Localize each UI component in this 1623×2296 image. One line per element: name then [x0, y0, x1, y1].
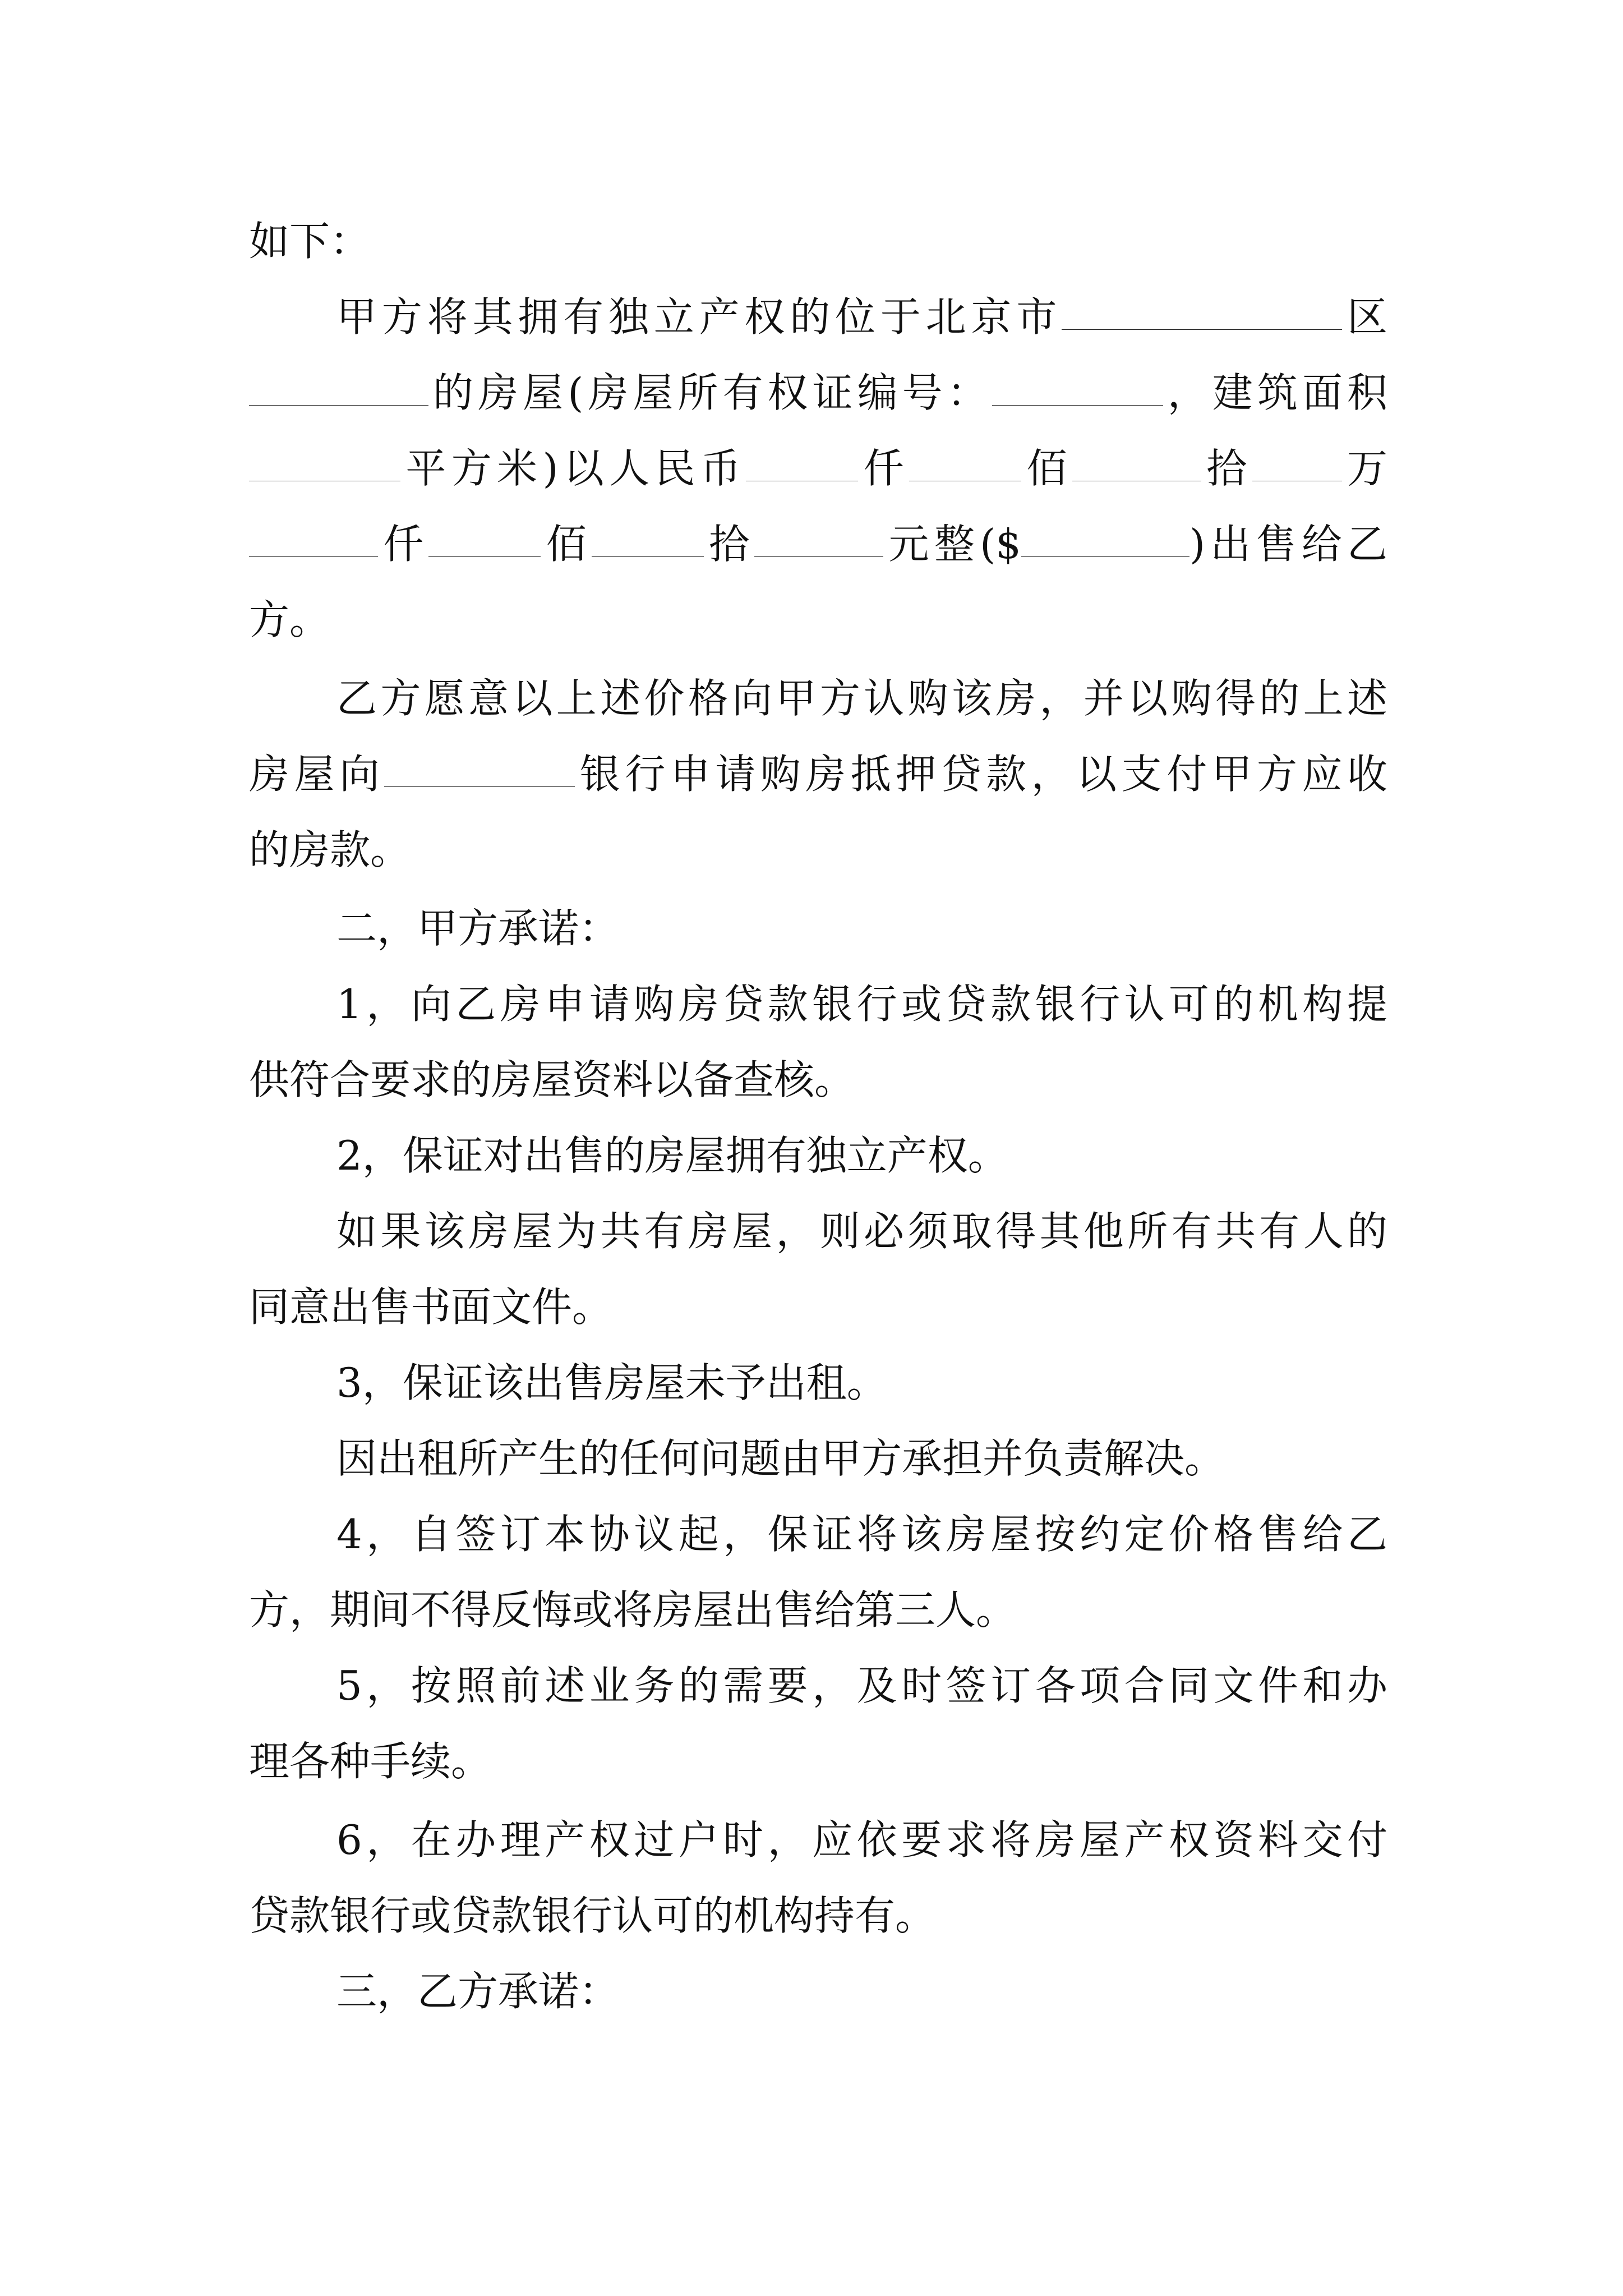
- paragraph-2-line-3: 的房款。: [249, 826, 411, 873]
- paragraph-2-line-1: 乙方愿意以上述价格向甲方认购该房，并以购得的上述: [336, 675, 1387, 722]
- item-6-line-2: 贷款银行或贷款银行认可的机构持有。: [249, 1892, 936, 1939]
- item-2: 2，保证对出售的房屋拥有独立产权。: [336, 1132, 1008, 1179]
- item-1-line-2: 供符合要求的房屋资料以备查核。: [249, 1056, 855, 1103]
- blank-amount-7: [592, 556, 704, 557]
- item-1-line-1: 1，向乙房申请购房贷款银行或贷款银行认可的机构提: [336, 981, 1387, 1028]
- blank-amount-5: [249, 556, 378, 557]
- blank-bank-name: [384, 786, 575, 787]
- item-3: 3，保证该出售房屋未予出租。: [336, 1359, 887, 1406]
- blank-location: [249, 405, 428, 406]
- item-6-line-1: 6，在办理产权过户时，应依要求将房屋产权资料交付: [336, 1816, 1387, 1864]
- blank-amount-6: [428, 556, 541, 557]
- paragraph-1-line-5: 方。: [249, 596, 330, 643]
- item-4-line-1: 4，自签订本协议起，保证将该房屋按约定价格售给乙: [336, 1511, 1387, 1558]
- blank-district: [1062, 329, 1342, 330]
- paragraph-2-line-2: 房屋向 银行申请购房抵押贷款，以支付甲方应收: [249, 751, 1387, 798]
- section-2-heading: 二，甲方承诺：: [336, 905, 620, 952]
- paragraph-1-line-1: 甲方将其拥有独立产权的位于北京市 区: [336, 293, 1387, 341]
- item-3b: 因出租所产生的任何问题由甲方承担并负责解决。: [336, 1435, 1225, 1482]
- paragraph-intro: 如下：: [249, 218, 371, 265]
- paragraph-1-line-2: 的房屋(房屋所有权证编号： ，建筑面积: [249, 362, 1387, 424]
- item-2b-line-1: 如果该房屋为共有房屋，则必须取得其他所有共有人的: [336, 1208, 1387, 1255]
- section-3-heading: 三，乙方承诺：: [336, 1968, 620, 2015]
- paragraph-1-line-4: 仟 佰 拾 元整($ )出售给乙: [249, 513, 1387, 575]
- item-4-line-2: 方，期间不得反悔或将房屋出售给第三人。: [249, 1586, 1017, 1634]
- blank-amount-8: [754, 556, 883, 557]
- blank-dollar-amount: [1021, 556, 1189, 557]
- paragraph-1-line-3: 平方米)以人民币 仟 佰 拾 万: [249, 438, 1387, 499]
- item-2b-line-2: 同意出售书面文件。: [249, 1283, 613, 1331]
- item-5-line-2: 理各种手续。: [249, 1738, 492, 1785]
- item-5-line-1: 5，按照前述业务的需要，及时签订各项合同文件和办: [336, 1662, 1387, 1709]
- blank-certificate-number: [992, 405, 1163, 406]
